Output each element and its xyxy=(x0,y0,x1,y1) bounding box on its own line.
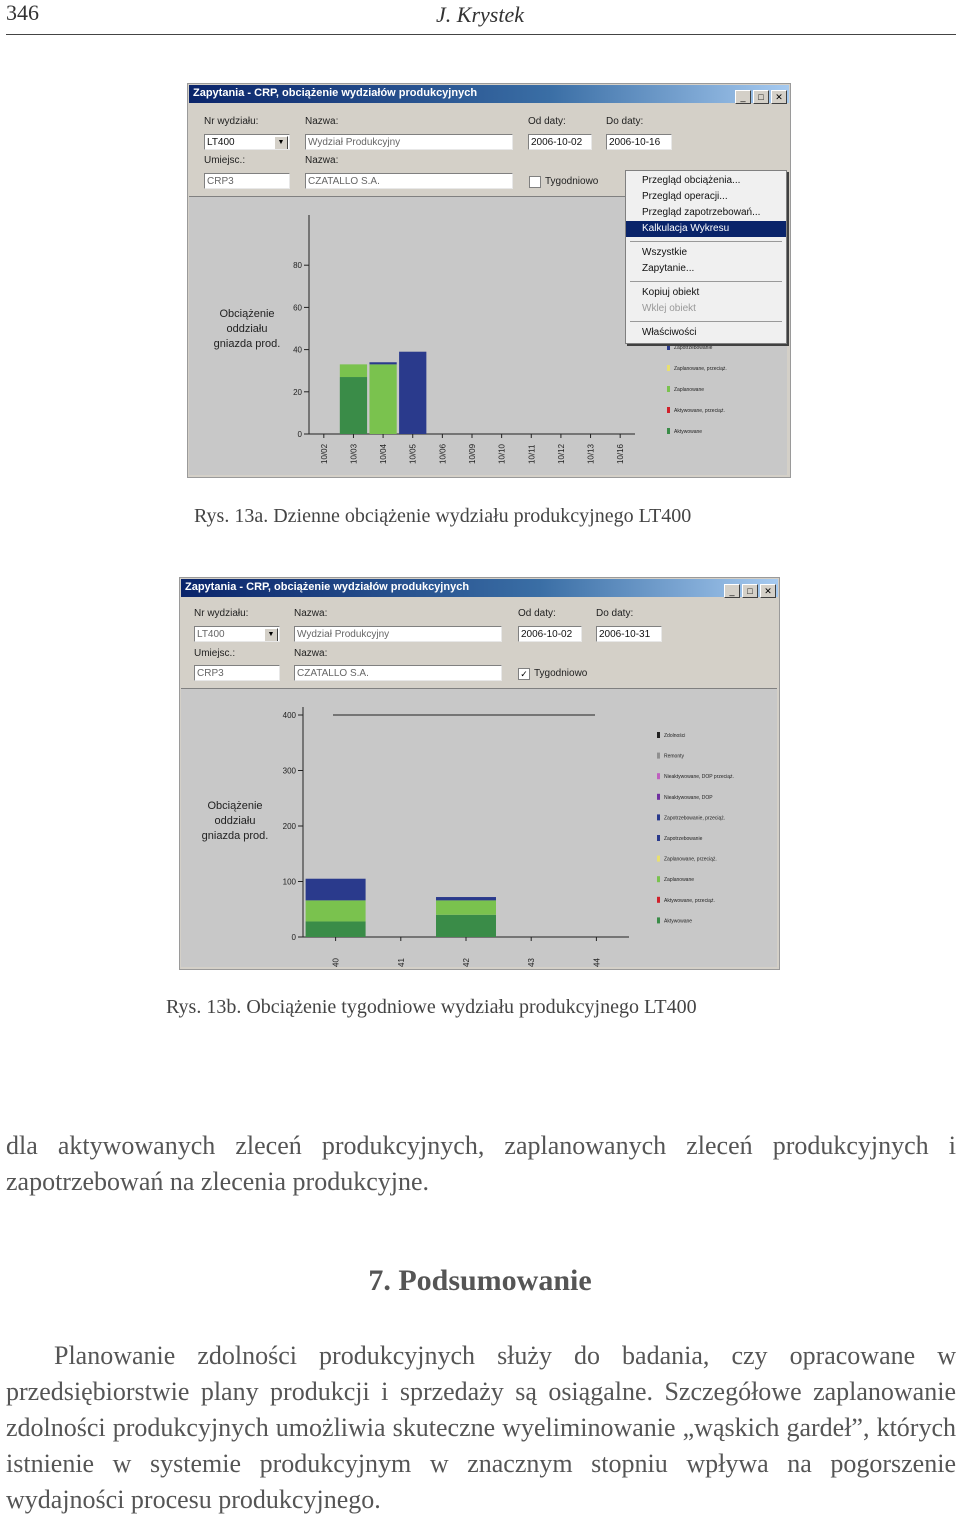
nr-value: LT400 xyxy=(197,629,225,640)
umiejsc-field[interactable]: CRP3 xyxy=(204,173,290,189)
bar-segment xyxy=(399,352,426,434)
y-tick-label: 20 xyxy=(293,387,302,397)
legend-label: Zapotrzebowanie xyxy=(674,345,713,351)
menu-separator xyxy=(630,241,782,242)
x-tick-label: 40 xyxy=(331,958,341,967)
header-rule xyxy=(6,34,956,35)
maximize-button[interactable]: □ xyxy=(742,584,758,598)
label-nazwa: Nazwa: xyxy=(294,608,328,619)
nazwa-field[interactable]: Wydział Produkcyjny xyxy=(305,134,513,150)
bar-segment xyxy=(306,900,366,921)
y-axis-label: Obciążenie oddziału gniazda prod. xyxy=(213,308,281,350)
nazwa-field[interactable]: Wydział Produkcyjny xyxy=(294,626,502,642)
bar-segment xyxy=(340,377,367,434)
x-tick-label: 10/12 xyxy=(556,443,566,464)
y-tick-label: 400 xyxy=(282,711,296,720)
legend-label: Aktywowane, przeciąż. xyxy=(664,897,715,904)
do-field[interactable]: 2006-10-31 xyxy=(596,626,662,642)
x-tick-label: 10/05 xyxy=(408,443,418,464)
context-menu xyxy=(625,170,787,344)
bar-segment xyxy=(306,879,366,901)
plot-area xyxy=(181,688,777,967)
x-tick-label: 10/06 xyxy=(438,443,448,464)
legend-swatch xyxy=(657,732,660,738)
nr-dropdown[interactable] xyxy=(194,626,280,642)
tygodniowo-checkbox[interactable]: ✓ xyxy=(518,668,530,680)
y-tick-label: 60 xyxy=(293,303,302,313)
menu-separator xyxy=(630,321,782,322)
figure-b-caption: Rys. 13b. Obciążenie tygodniowe wydziału produkcyjnego LT400 xyxy=(166,996,697,1018)
label-nazwa2: Nazwa: xyxy=(305,155,339,166)
y-axis-label: Obciążenie oddziału gniazda prod. xyxy=(201,800,269,842)
legend-label: Remonty xyxy=(664,753,685,760)
legend-swatch xyxy=(657,773,660,779)
label-nr: Nr wydziału: xyxy=(194,608,249,619)
maximize-button[interactable]: □ xyxy=(753,90,769,104)
chevron-down-icon[interactable]: ▼ xyxy=(274,136,288,150)
menu-separator xyxy=(630,281,782,282)
window-fig-b xyxy=(179,577,780,970)
x-tick-label: 10/11 xyxy=(527,444,537,464)
legend-swatch xyxy=(657,753,660,759)
legend-label: Aktywowane xyxy=(674,429,703,435)
od-field[interactable]: 2006-10-02 xyxy=(518,626,582,642)
label-do: Do daty: xyxy=(606,116,644,127)
title-bar xyxy=(181,579,778,597)
x-tick-label: 10/16 xyxy=(616,443,626,464)
label-nazwa2: Nazwa: xyxy=(294,648,328,659)
title-bar xyxy=(189,85,789,103)
legend-swatch xyxy=(657,897,660,903)
menu-wlasciwosci[interactable]: Właściwości xyxy=(642,327,697,338)
legend-label: Zaplanowane, przeciąż. xyxy=(664,856,717,863)
x-tick-label: 44 xyxy=(592,958,602,967)
y-tick-label: 100 xyxy=(282,877,296,887)
label-do: Do daty: xyxy=(596,608,634,619)
tygodniowo-checkbox[interactable] xyxy=(529,176,541,188)
y-tick-label: 40 xyxy=(293,345,302,355)
legend-label: Nieaktywowane, DOP przeciąż. xyxy=(664,774,734,781)
x-tick-label: 10/04 xyxy=(379,443,389,464)
legend-label: Zapotrzebowanie, przeciąż. xyxy=(664,815,726,822)
menu-kalkulacja-wykresu[interactable]: Kalkulacja Wykresu xyxy=(626,221,786,237)
nazwa2-field[interactable]: CZATALLO S.A. xyxy=(305,173,513,189)
legend-swatch xyxy=(657,856,660,862)
tygodniowo-label: Tygodniowo xyxy=(534,668,588,679)
legend-swatch xyxy=(667,344,670,350)
legend-label: Zaplanowane xyxy=(664,877,695,884)
label-umiejsc: Umiejsc.: xyxy=(194,648,236,659)
legend-swatch xyxy=(657,876,660,882)
legend-label: Nieaktywowane, DOP xyxy=(664,794,713,801)
running-title: J. Krystek xyxy=(436,2,524,27)
legend-swatch xyxy=(657,794,660,800)
menu-przeglad-obciazenia[interactable]: Przegląd obciążenia... xyxy=(642,175,741,186)
menu-wszystkie[interactable]: Wszystkie xyxy=(642,247,687,258)
x-tick-label: 10/13 xyxy=(586,443,596,464)
minimize-button[interactable]: _ xyxy=(735,90,751,104)
chevron-down-icon[interactable]: ▼ xyxy=(264,628,278,642)
menu-wklej-obiekt[interactable]: Wklej obiekt xyxy=(642,303,696,314)
do-field[interactable]: 2006-10-16 xyxy=(606,134,672,150)
window-fig-a xyxy=(187,83,791,478)
tygodniowo-label: Tygodniowo xyxy=(545,176,599,187)
legend-swatch xyxy=(667,428,670,434)
legend-swatch xyxy=(667,386,670,392)
chart-fig-b xyxy=(181,689,777,967)
paragraph-1: dla aktywowanych zleceń produkcyjnych, zaplanowanych zleceń produkcyjnych i zapotrzebowań na zlecenia produkcyjne. xyxy=(6,1131,956,1196)
legend-label: Zdolności xyxy=(664,733,686,739)
section-heading: 7. Podsumowanie xyxy=(368,1264,592,1297)
x-tick-label: 10/09 xyxy=(468,443,477,464)
figure-a-caption: Rys. 13a. Dzienne obciążenie wydziału produkcyjnego LT400 xyxy=(194,505,692,527)
nr-value: LT400 xyxy=(207,137,235,148)
bar-segment xyxy=(436,897,496,900)
od-field[interactable]: 2006-10-02 xyxy=(528,134,592,150)
x-tick-label: 10/10 xyxy=(497,443,507,464)
close-button[interactable]: ✕ xyxy=(771,90,787,104)
menu-zapytanie[interactable]: Zapytanie... xyxy=(642,263,695,274)
bar-segment xyxy=(340,364,367,377)
label-nr: Nr wydziału: xyxy=(204,116,259,127)
paragraph-2: Planowanie zdolności produkcyjnych służy do badania, czy opracowane w przedsiębiorstwie plany produkcji i sprzedaży są osiągalne. Szczegółowe zaplanowanie zdolności produkcyjnych umożliwia skuteczne wyeliminowanie „wąskich gardeł”, których istnienie w systemie produkcyjnym w znacznym stopniu wpływa na pogorszenie wydajności procesu produkcyjnego. xyxy=(6,1341,956,1514)
legend-swatch xyxy=(667,407,670,413)
y-tick-label: 80 xyxy=(293,261,302,271)
x-tick-label: 10/03 xyxy=(349,443,359,464)
window-title: Zapytania - CRP, obciążenie wydziałów produkcyjnych xyxy=(193,87,478,99)
bar-segment xyxy=(306,921,366,937)
x-tick-label: 42 xyxy=(462,958,471,967)
label-umiejsc: Umiejsc.: xyxy=(204,155,246,166)
bar-segment xyxy=(369,362,396,364)
umiejsc-field[interactable]: CRP3 xyxy=(194,665,280,681)
minimize-button[interactable]: _ xyxy=(724,584,740,598)
menu-kopiuj-obiekt[interactable]: Kopiuj obiekt xyxy=(642,287,700,298)
x-tick-label: 41 xyxy=(396,958,406,967)
y-tick-label: 200 xyxy=(282,822,296,831)
legend-swatch xyxy=(657,917,660,923)
bar-segment xyxy=(436,915,496,937)
label-nazwa: Nazwa: xyxy=(305,116,339,127)
bar-segment xyxy=(369,364,396,434)
legend-label: Zaplanowane xyxy=(674,387,705,393)
label-od: Od daty: xyxy=(518,608,556,619)
window-title: Zapytania - CRP, obciążenie wydziałów produkcyjnych xyxy=(185,581,470,593)
bar-segment xyxy=(436,900,496,914)
legend-label: Zaplanowane, przeciąż. xyxy=(674,366,727,372)
close-button[interactable]: ✕ xyxy=(760,584,776,598)
legend-label: Zapotrzebowanie xyxy=(664,836,703,842)
menu-przeglad-zapotrzebowan[interactable]: Przegląd zapotrzebowań... xyxy=(642,207,761,218)
legend-swatch xyxy=(667,365,670,371)
nr-dropdown[interactable] xyxy=(204,134,290,150)
nazwa2-field[interactable]: CZATALLO S.A. xyxy=(294,665,502,681)
x-tick-label: 10/02 xyxy=(319,443,329,464)
legend-label: Aktywowane xyxy=(664,918,693,925)
y-tick-label: 0 xyxy=(297,430,302,439)
x-tick-label: 43 xyxy=(527,958,537,967)
page-number: 346 xyxy=(6,0,39,25)
y-tick-label: 300 xyxy=(282,766,296,776)
legend-swatch xyxy=(657,814,660,820)
legend-swatch xyxy=(657,835,660,841)
y-tick-label: 0 xyxy=(291,933,296,942)
legend-label: Aktywowane, przeciąż. xyxy=(674,408,725,414)
menu-przeglad-operacji[interactable]: Przegląd operacji... xyxy=(642,191,728,202)
label-od: Od daty: xyxy=(528,116,566,127)
